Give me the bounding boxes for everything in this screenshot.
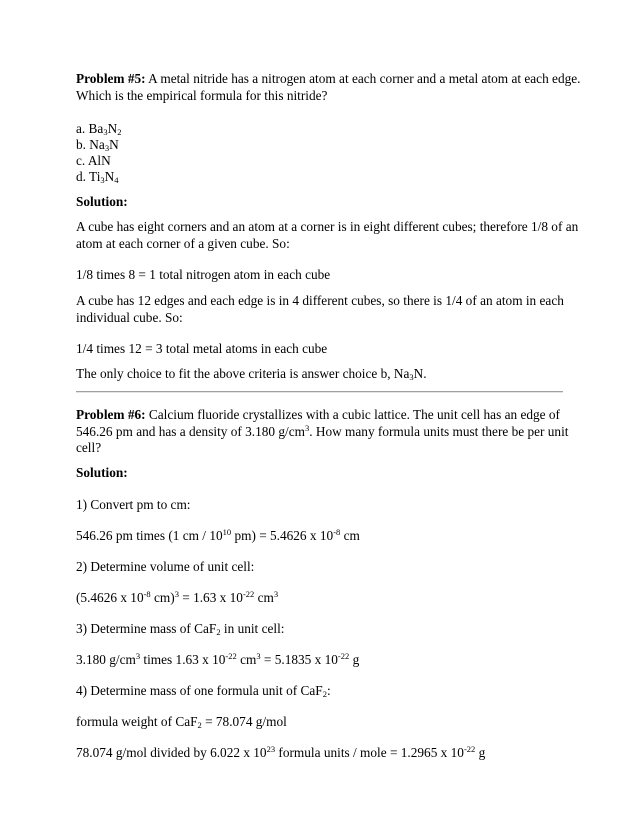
eq1-sup2: -8 bbox=[333, 527, 341, 537]
step-3-equation bbox=[76, 652, 359, 669]
eq3-sup2: -22 bbox=[225, 651, 237, 661]
step-1-heading: 1) Convert pm to cm: bbox=[76, 497, 191, 512]
eq3-sup1: 3 bbox=[135, 651, 141, 661]
eq2-sup2: 3 bbox=[174, 589, 179, 599]
eq3-part-b: times 1.63 x 10 bbox=[140, 652, 226, 667]
choice-d-mid: N bbox=[104, 169, 115, 184]
step4-text-end: : bbox=[326, 683, 331, 698]
problem-6-solution-heading: Solution: bbox=[76, 465, 128, 480]
choice-c-text: c. AlN bbox=[76, 153, 111, 168]
eq3-sup4: -22 bbox=[337, 651, 350, 661]
problem-5-solution-eq1: 1/8 times 8 = 1 total nitrogen atom in each cube bbox=[76, 267, 331, 282]
solution-para1-line2: atom at each corner of a given cube. So: bbox=[76, 235, 290, 251]
choice-a-sub1: 3 bbox=[103, 127, 108, 137]
eq3-part-e: g bbox=[349, 652, 360, 667]
fw-part-b: = 78.074 g/mol bbox=[201, 714, 287, 729]
eq3-sup3: 3 bbox=[256, 651, 261, 661]
problem-5-solution-para2 bbox=[76, 293, 564, 326]
step-4-equation bbox=[76, 745, 485, 762]
eq1-part-b: pm) = 5.4626 x 10 bbox=[231, 528, 334, 543]
problem-5-solution-heading: Solution: bbox=[76, 194, 128, 209]
solution-para1-line1: A cube has eight corners and an atom at a corner is in eight different cubes; therefore 1/8 of an bbox=[76, 219, 579, 234]
choice-a-text: a. Ba bbox=[76, 121, 104, 136]
eq2-part-a: (5.4626 x 10 bbox=[76, 590, 144, 605]
eq4-part-c: g bbox=[475, 745, 486, 760]
problem-6-line2-sup: 3 bbox=[304, 422, 310, 433]
eq2-part-d: cm bbox=[254, 590, 274, 605]
eq3-part-a: 3.180 g/cm bbox=[76, 652, 136, 667]
eq3-part-c: cm bbox=[236, 652, 257, 667]
fw-part-a: formula weight of CaF bbox=[76, 714, 198, 729]
choice-b bbox=[76, 137, 119, 154]
formula-weight-line bbox=[76, 714, 287, 731]
step3-text-end: in unit cell: bbox=[220, 621, 285, 636]
problem-6-label: Problem #6: bbox=[76, 407, 146, 422]
problem-5-text-line2: Which is the empirical formula for this nitride? bbox=[76, 87, 328, 103]
choice-c bbox=[76, 153, 111, 170]
eq3-part-d: = 5.1835 x 10 bbox=[260, 652, 338, 667]
problem-5-text-line1: A metal nitride has a nitrogen atom at each corner and a metal atom at each edge. bbox=[145, 71, 581, 86]
problem-5-label: Problem #5: bbox=[76, 71, 146, 86]
choice-d bbox=[76, 169, 119, 186]
eq1-part-a: 546.26 pm times (1 cm / 10 bbox=[76, 528, 223, 543]
eq4-part-b: formula units / mole = 1.2965 x 10 bbox=[275, 745, 464, 760]
eq4-part-a: 78.074 g/mol divided by 6.022 x 10 bbox=[76, 745, 267, 760]
choice-b-mid: N bbox=[109, 137, 119, 152]
problem-5-statement bbox=[76, 71, 580, 104]
answer-text-end: N. bbox=[413, 366, 427, 381]
eq1-sup1: 10 bbox=[222, 527, 232, 537]
eq2-part-b: cm) bbox=[150, 590, 175, 605]
problem-6-line2-end: . How many formula units must there be per unit bbox=[309, 423, 569, 439]
choice-d-text: d. Ti bbox=[76, 169, 101, 184]
problem-6-line3: cell? bbox=[76, 440, 102, 455]
problem-5-solution-eq2: 1/4 times 12 = 3 total metal atoms in each cube bbox=[76, 341, 328, 356]
problem-6-statement bbox=[76, 407, 568, 457]
step-1-equation bbox=[76, 528, 360, 545]
eq4-sup2: -22 bbox=[463, 744, 476, 754]
step3-sub: 2 bbox=[216, 627, 221, 637]
step-3-heading bbox=[76, 621, 284, 638]
choice-a-sub2: 2 bbox=[117, 127, 122, 137]
choice-b-sub1: 3 bbox=[104, 143, 110, 153]
problem-5-answer bbox=[76, 366, 427, 383]
answer-text: The only choice to fit the above criteria is answer choice b, Na bbox=[76, 366, 410, 381]
problem-6-line1: Calcium fluoride crystallizes with a cubic lattice. The unit cell has an edge of bbox=[145, 407, 560, 422]
fw-sub: 2 bbox=[197, 720, 202, 730]
choice-a-mid: N bbox=[107, 121, 118, 136]
answer-sub: 3 bbox=[409, 372, 414, 382]
eq1-part-c: cm bbox=[340, 528, 360, 543]
eq2-sup4: 3 bbox=[273, 589, 279, 599]
step-2-heading: 2) Determine volume of unit cell: bbox=[76, 559, 255, 574]
step4-sub: 2 bbox=[322, 689, 327, 699]
solution-para2-line2: individual cube. So: bbox=[76, 309, 183, 325]
eq4-sup1: 23 bbox=[266, 744, 276, 754]
step-2-equation bbox=[76, 590, 278, 607]
step-4-heading bbox=[76, 683, 331, 700]
choice-d-sub2: 4 bbox=[114, 175, 119, 185]
choice-d-sub1: 3 bbox=[100, 175, 105, 185]
problem-6-line2: 546.26 pm and has a density of 3.180 g/cm bbox=[76, 423, 305, 439]
problem-5-solution-para1 bbox=[76, 219, 578, 252]
section-divider bbox=[76, 391, 563, 393]
step3-text: 3) Determine mass of CaF bbox=[76, 621, 217, 636]
eq2-sup1: -8 bbox=[143, 589, 151, 599]
choice-a bbox=[76, 121, 121, 138]
step4-text: 4) Determine mass of one formula unit of CaF bbox=[76, 683, 323, 698]
solution-para2-line1: A cube has 12 edges and each edge is in 4 different cubes, so there is 1/4 of an atom in each bbox=[76, 293, 564, 308]
choice-b-text: b. Na bbox=[76, 137, 105, 152]
eq2-sup3: -22 bbox=[242, 589, 255, 599]
eq2-part-c: = 1.63 x 10 bbox=[178, 590, 243, 605]
